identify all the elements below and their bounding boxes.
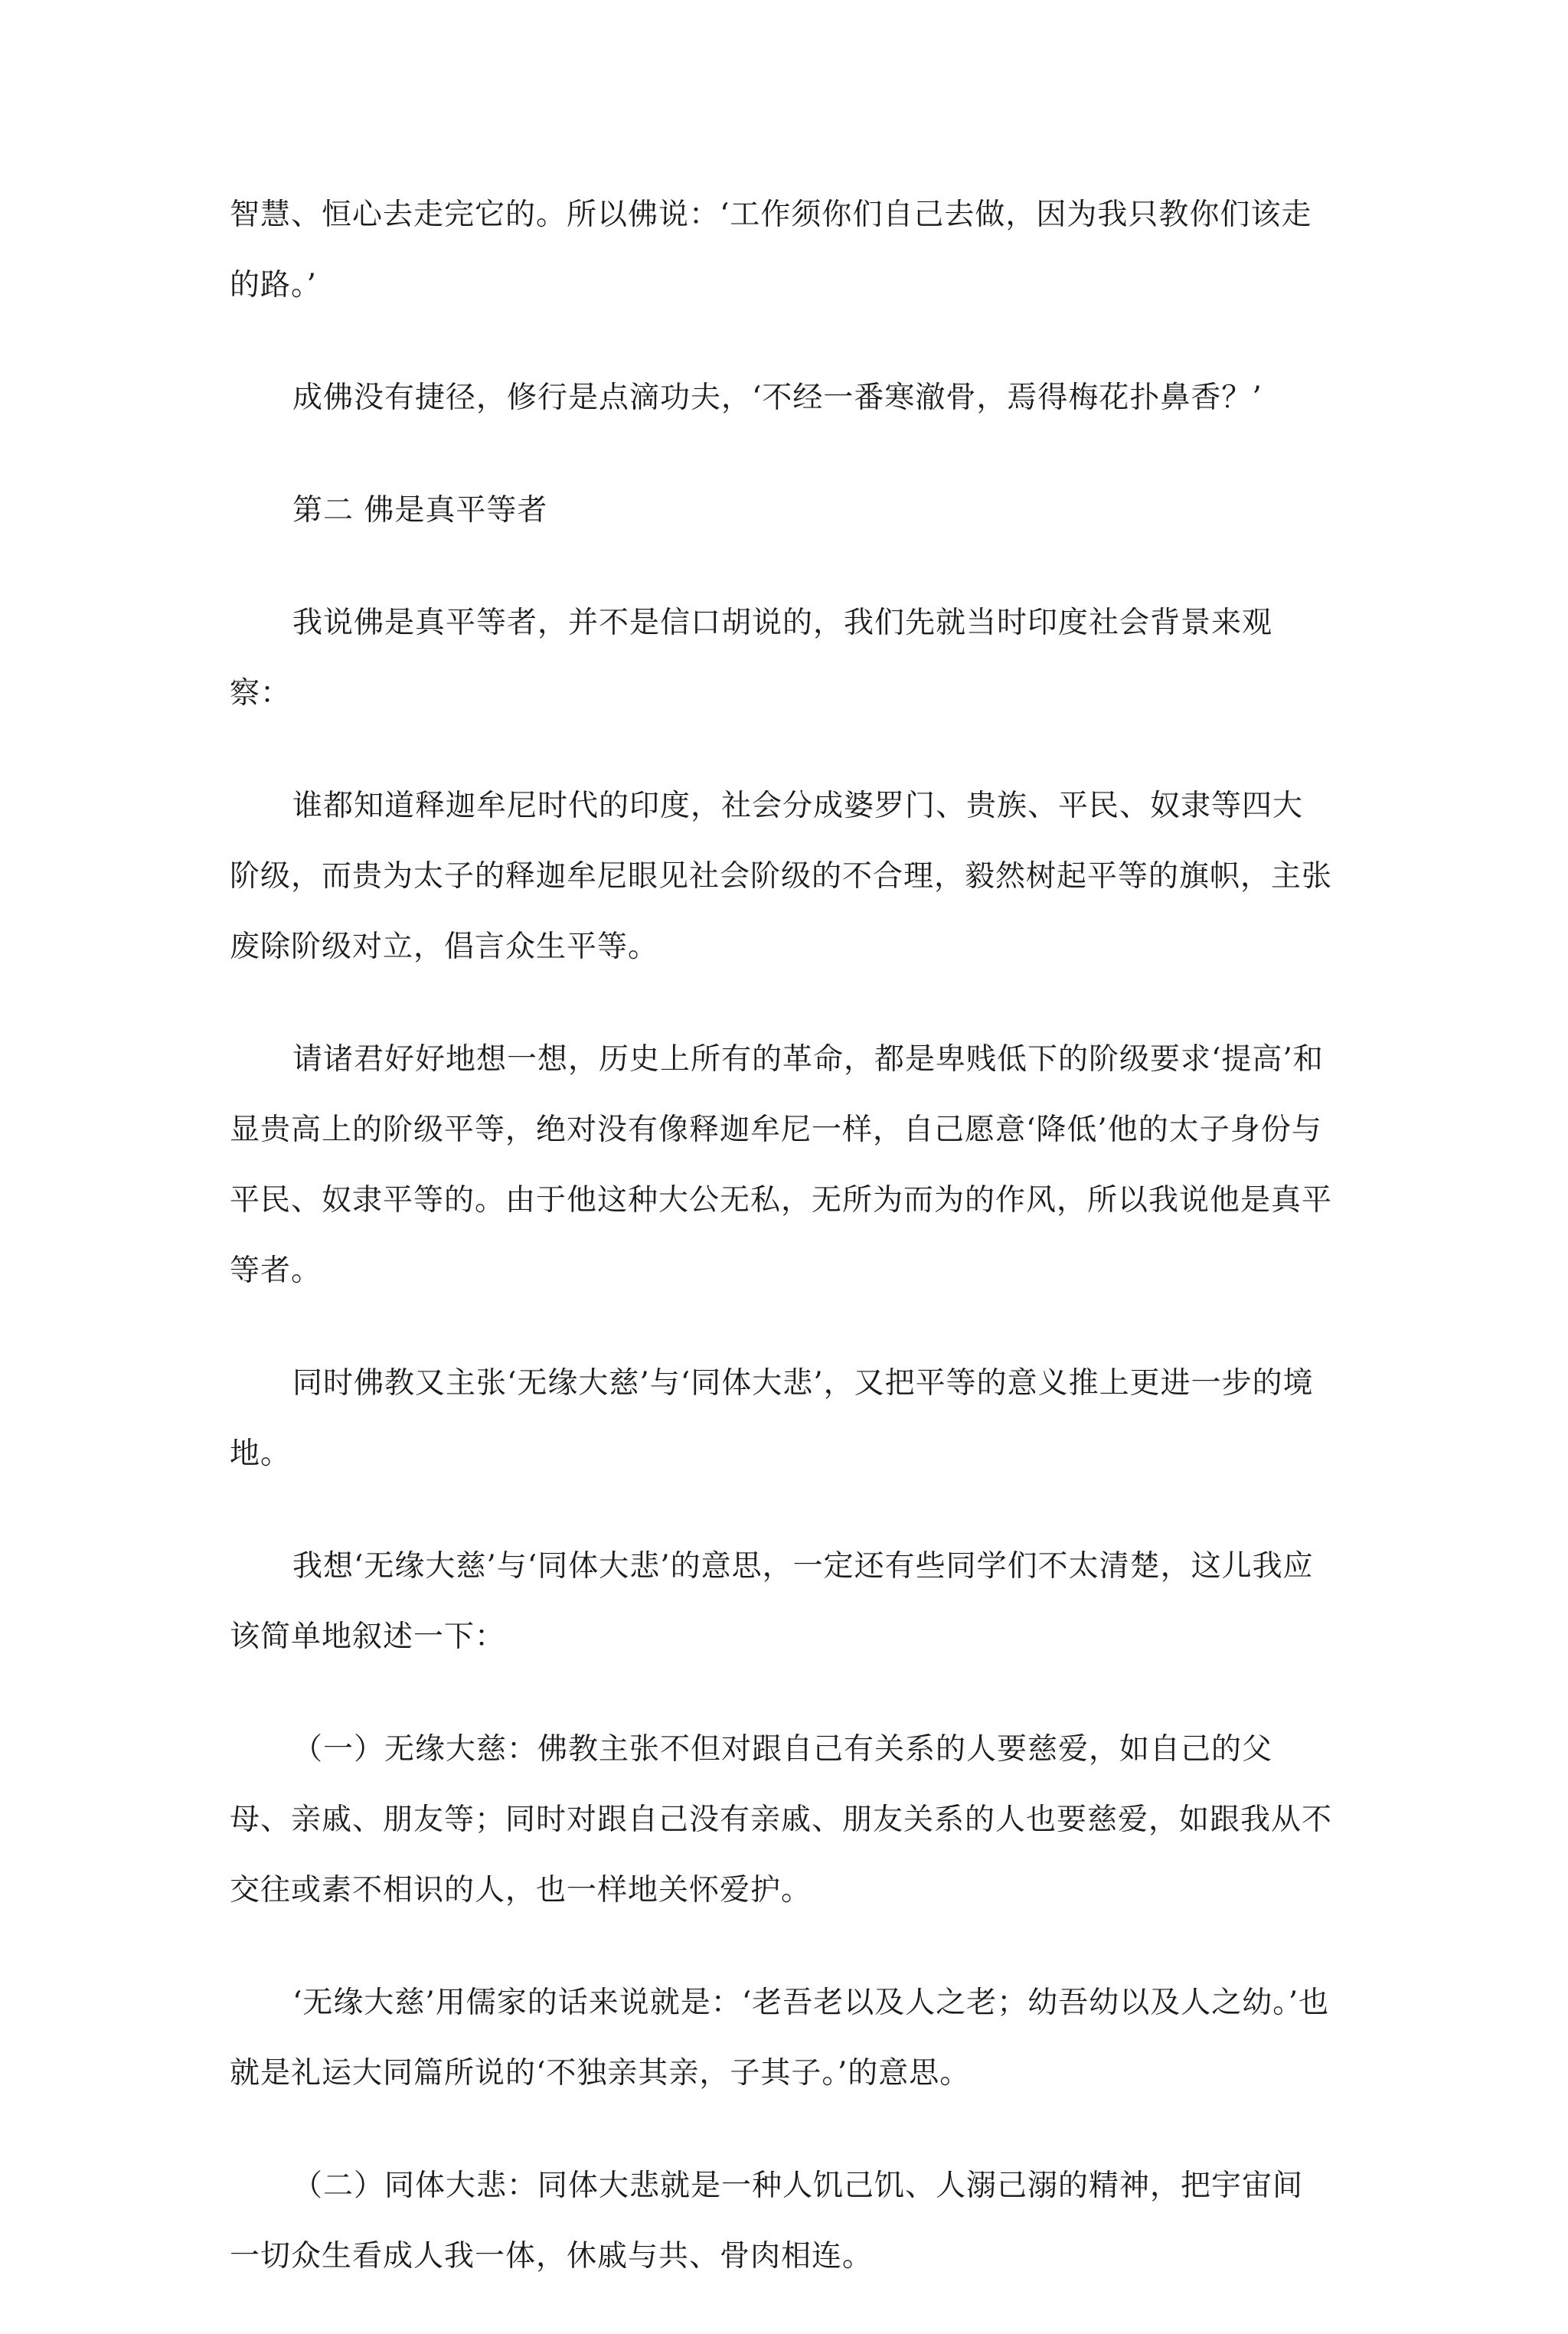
paragraph: 成佛没有捷径，修行是点滴功夫，‘不经一番寒澈骨，焉得梅花扑鼻香？’	[292, 381, 1263, 415]
paragraph: 同时佛教又主张‘无缘大慈’与‘同体大悲’，又把平等的意义推上更进一步的境地。	[230, 1366, 1314, 1471]
paragraph: 请诸君好好地想一想，历史上所有的革命，都是卑贱低下的阶级要求‘提高’和显贵高上的阶级平等，绝对没有像释迦牟尼一样，自己愿意‘降低’他的太子身份与平民、奴隶平等的。由于他这种大公无私，无所为而为的作风，所以我说他是真平等者。	[230, 1042, 1333, 1288]
list-item: （二）同体大悲：同体大悲就是一种人饥己饥、人溺己溺的精神，把宇宙间一切众生看成人我一体，休戚与共、骨肉相连。	[230, 2169, 1304, 2274]
section-heading: 第二 佛是真平等者	[292, 493, 548, 528]
paragraph: ‘无缘大慈’用儒家的话来说就是：‘老吾老以及人之老；幼吾幼以及人之幼。’也就是礼运大同篇所说的‘不独亲其亲，子其子。’的意思。	[230, 1986, 1330, 2090]
paragraph: 我想‘无缘大慈’与‘同体大悲’的意思，一定还有些同学们不太清楚，这儿我应该简单地叙述一下：	[230, 1549, 1314, 1654]
document-page	[230, 180, 1332, 2334]
paragraph: 我说佛是真平等者，并不是信口胡说的，我们先就当时印度社会背景来观察：	[230, 606, 1273, 711]
paragraph: 智慧、恒心去走完它的。所以佛说：‘工作须你们自己去做，因为我只教你们该走的路。’	[230, 198, 1312, 302]
paragraph: 谁都知道释迦牟尼时代的印度，社会分成婆罗门、贵族、平民、奴隶等四大阶级，而贵为太子的释迦牟尼眼见社会阶级的不合理，毅然树起平等的旗帜，主张废除阶级对立，倡言众生平等。	[230, 789, 1333, 964]
list-item: （一）无缘大慈：佛教主张不但对跟自己有关系的人要慈爱，如自己的父母、亲戚、朋友等；同时对跟自己没有亲戚、朋友关系的人也要慈爱，如跟我从不交往或素不相识的人，也一样地关怀爱护。	[230, 1732, 1333, 1907]
